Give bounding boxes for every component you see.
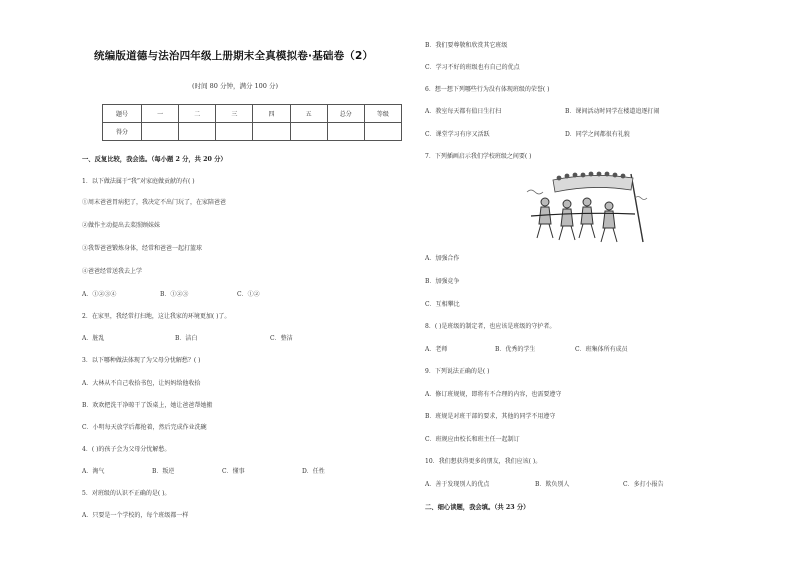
q3-option-b: B．欢欢把洗干净晾干了饭桌上，她让爸爸帮她搬 (82, 402, 213, 409)
teamwork-illustration (523, 168, 653, 246)
score-cell (290, 123, 327, 141)
score-cell (364, 123, 401, 141)
q2-option-b: B．洁白 (175, 335, 198, 342)
exam-subtitle: (时间 80 分钟，满分 100 分) (192, 82, 279, 90)
score-table-header-row (103, 105, 402, 123)
question-3: 3．以下哪种做法体现了为父母分忧解愁？( ) (82, 357, 201, 364)
score-header-cell: 二 (179, 105, 216, 123)
q7-option-a: A．加强合作 (425, 255, 460, 262)
q8-option-a: A．老师 (425, 346, 448, 353)
section-2-heading: 二、细心读题，我会填。（共 23 分） (425, 504, 530, 511)
q1-option-c: C．①② (237, 291, 260, 298)
section-1-heading: 一、反复比较，我会选。（每小题 2 分，共 20 分） (82, 156, 227, 163)
q4-option-c: C．懂事 (222, 468, 245, 475)
q5-option-c: C．学习不好的班级也有自己的优点 (425, 64, 520, 71)
q1-option-a: A．①②③④ (82, 291, 117, 298)
q6-option-d: D．同学之间都很有礼貌 (565, 131, 630, 138)
q10-option-a: A．善于发现别人的优点 (425, 481, 490, 488)
score-table (102, 104, 402, 141)
score-header-cell: 等级 (364, 105, 401, 123)
q3-option-a: A．大林从不自己收拾书包，让妈妈给他收拾 (82, 380, 201, 387)
q8-option-b: B．优秀的学生 (495, 346, 536, 353)
q5-option-b: B．我们要尊敬和欣赏其它班级 (425, 42, 508, 49)
question-4: 4．( )的孩子会为父母分忧解愁。 (82, 446, 171, 453)
q10-option-c: C．多打小报告 (623, 481, 664, 488)
q3-option-c: C．小明每天放学后都抢着，然后完成作业洗碗 (82, 424, 207, 431)
score-header-cell: 五 (290, 105, 327, 123)
q10-option-b: B．欺负别人 (535, 481, 570, 488)
page-title: 统编版道德与法治四年级上册期末全真模拟卷·基础卷（2） (94, 50, 374, 62)
score-header-cell: 总分 (327, 105, 364, 123)
q1-item: ②做作主动提出去菜照顾妹妹 (82, 222, 161, 229)
q2-option-a: A．脏乱 (82, 335, 105, 342)
score-header-cell: 题号 (103, 105, 142, 123)
question-6: 6．想一想下列哪些行为没有体现班级的荣誉( ) (425, 86, 550, 93)
score-cell (142, 123, 179, 141)
question-10: 10．我们想获得更多的朋友，我们应该( )。 (425, 458, 542, 465)
score-header-cell: 三 (216, 105, 253, 123)
q8-option-c: C．班集体所有成员 (575, 346, 628, 353)
score-row-label: 得分 (103, 123, 142, 141)
q6-option-c: C．课堂学习有序又活跃 (425, 131, 490, 138)
q9-option-b: B．班规是对班干部的要求，其他的同学不用遵守 (425, 413, 556, 420)
q1-item: ④爸爸经常送我去上学 (82, 268, 143, 275)
q6-option-a: A．教室每天都有值日生打扫 (425, 108, 502, 115)
score-cell (327, 123, 364, 141)
q4-option-a: A．淘气 (82, 468, 105, 475)
q7-option-c: C．互相攀比 (425, 301, 460, 308)
question-8: 8．( )是班级的制定者，也应该是班级的守护者。 (425, 323, 556, 330)
score-cell (253, 123, 290, 141)
q4-option-b: B．叛逆 (152, 468, 175, 475)
question-7: 7．下列插画启示我们学校班级之间要( ) (425, 153, 532, 160)
score-cell (179, 123, 216, 141)
score-cell (216, 123, 253, 141)
q9-option-a: A．修订班规规，即将有不合理的内容，也需要遵守 (425, 391, 562, 398)
question-5: 5．对班级的认识不正确的是( )。 (82, 490, 171, 497)
score-header-cell: 一 (142, 105, 179, 123)
q7-option-b: B．加强竞争 (425, 278, 460, 285)
q2-option-c: C．整洁 (270, 335, 293, 342)
question-1: 1．以下做法属于“我”对家庭做贡献的有( ) (82, 178, 195, 185)
q4-option-d: D．任性 (302, 468, 325, 475)
q1-option-b: B．①②③ (160, 291, 189, 298)
q5-option-a: A．只要是一个学校的，每个班级都一样 (82, 512, 189, 519)
score-header-cell: 四 (253, 105, 290, 123)
score-table-score-row (103, 123, 402, 141)
q1-item: ③我帮爸爸锻炼身体，经常和爸爸一起打篮球 (82, 245, 203, 252)
question-9: 9．下列说法正确的是( ) (425, 368, 490, 375)
q9-option-c: C．班规应由校长和班主任一起制订 (425, 436, 520, 443)
q6-option-b: B．课间活动时同学在楼道追逐打闹 (565, 108, 660, 115)
question-2: 2．在家里，我经常打扫地，这让我家的环境更加( )了。 (82, 313, 231, 320)
q1-item: ①周末爸爸胃病犯了，我决定不出门玩了，在家陪爸爸 (82, 199, 227, 206)
